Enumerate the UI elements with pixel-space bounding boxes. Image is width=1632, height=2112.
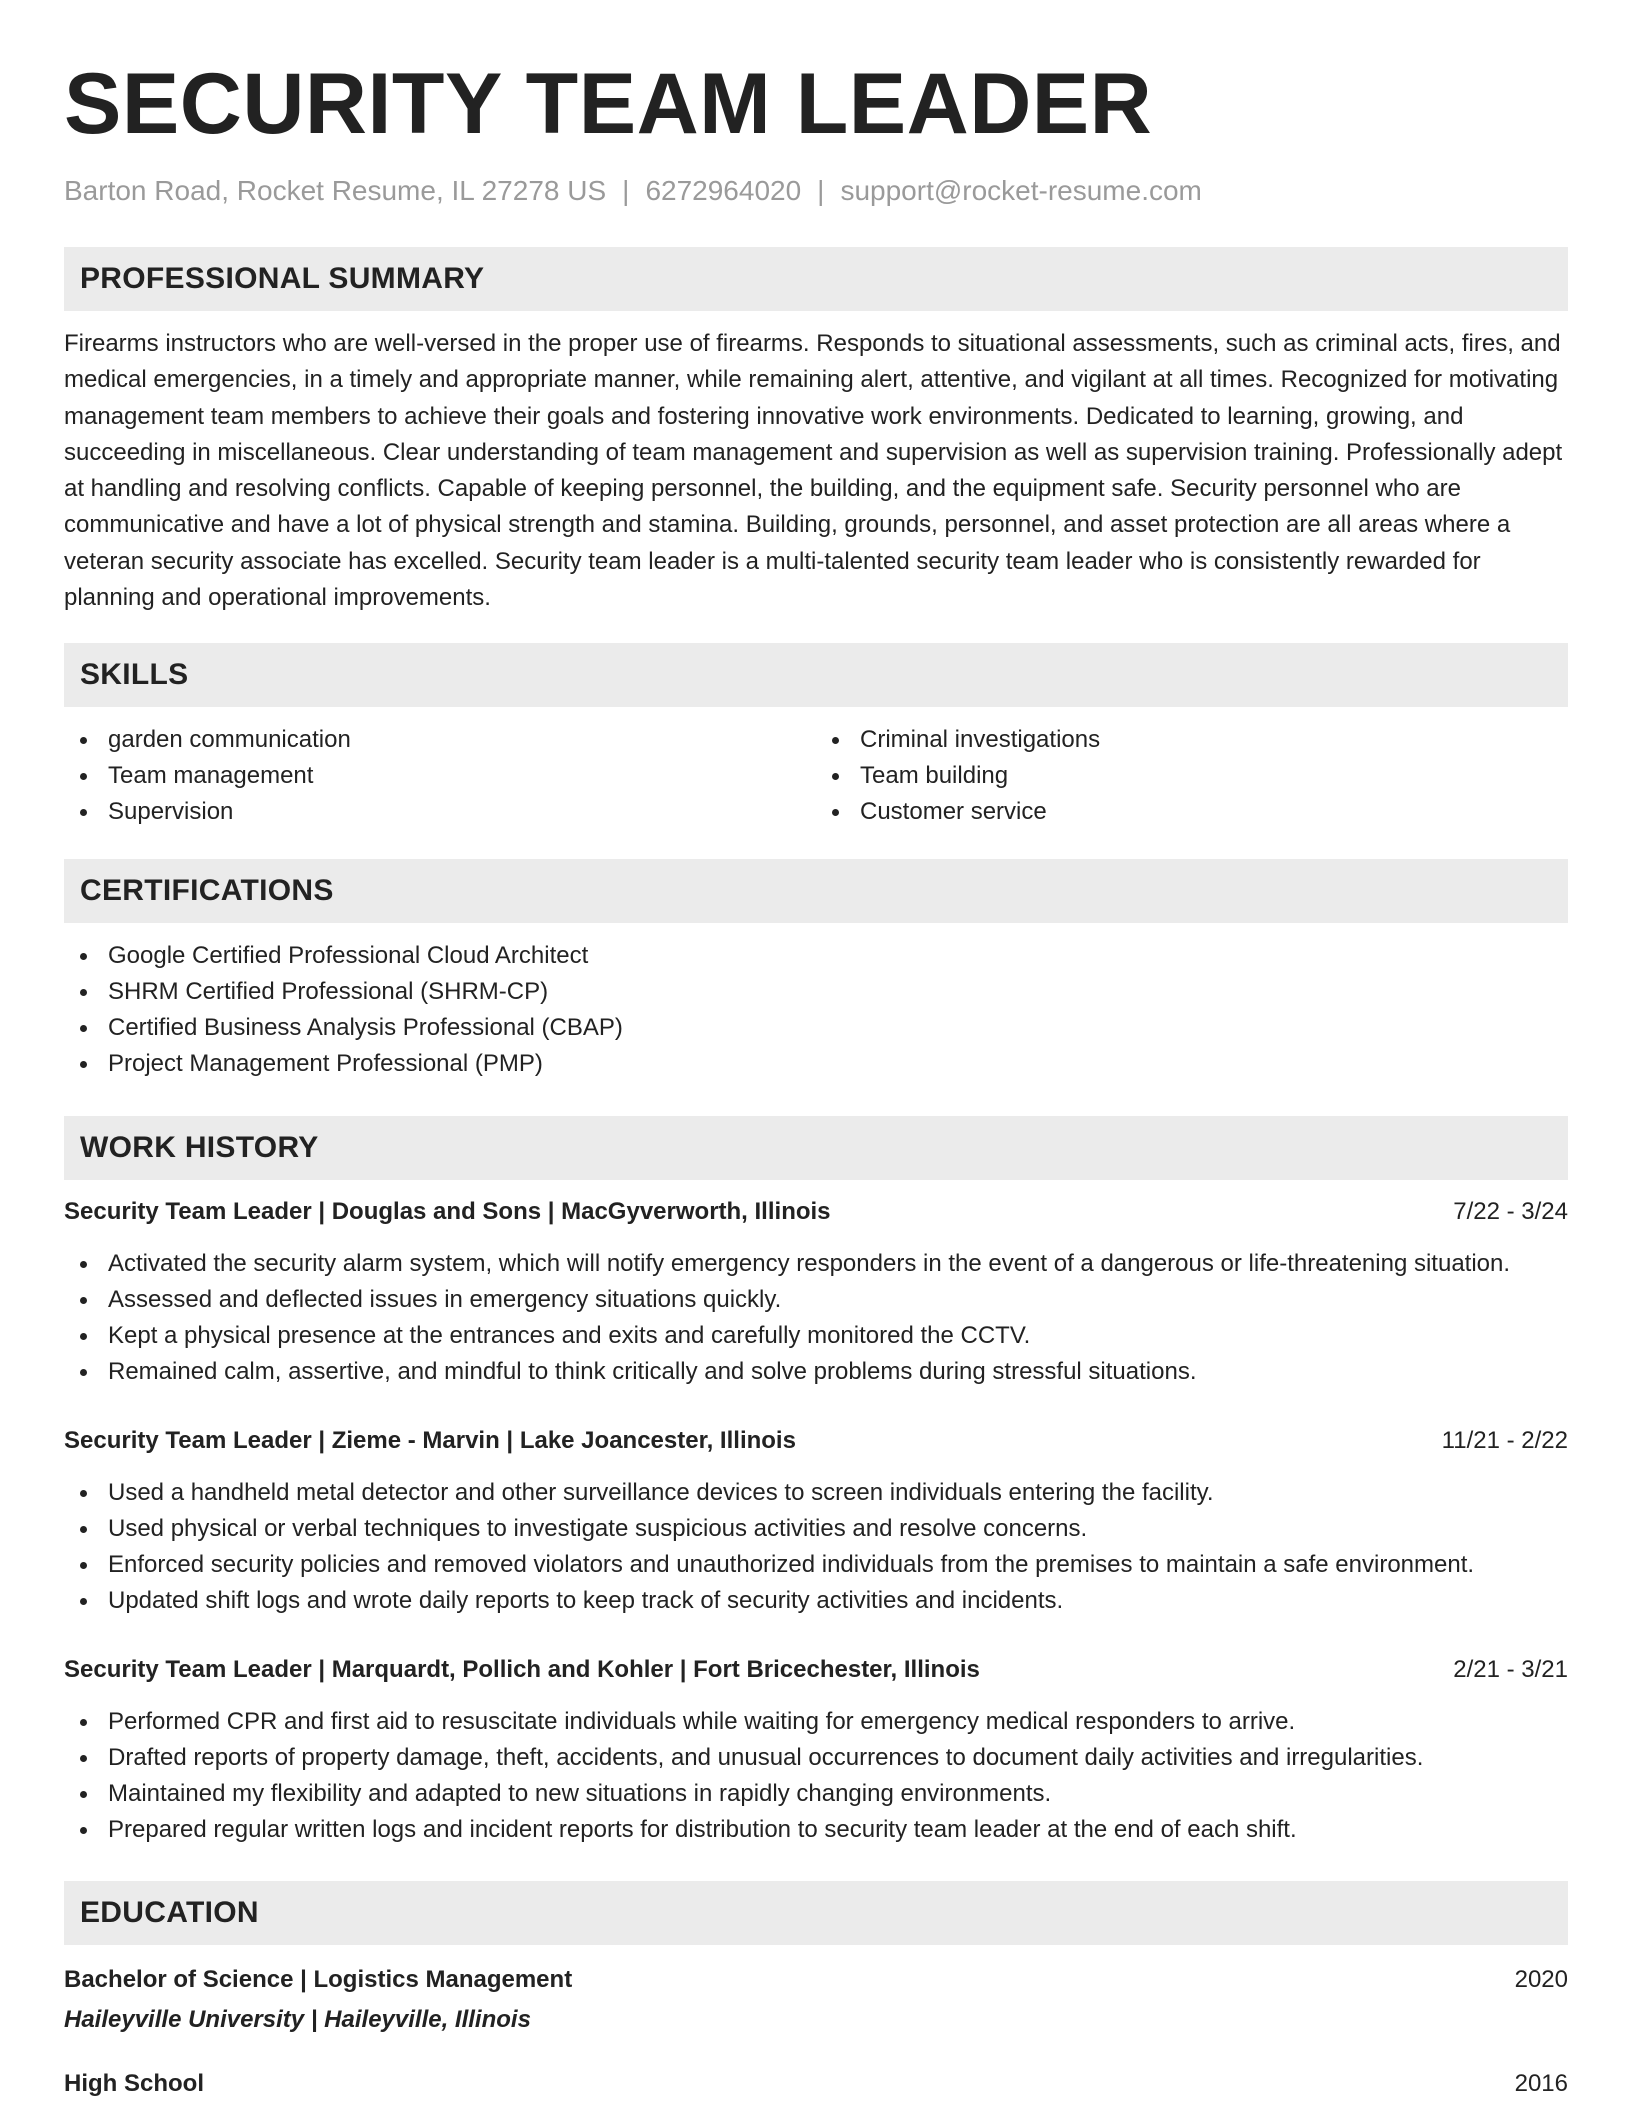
- education-header: [64, 1963, 1568, 1997]
- job-bullets: [64, 1475, 1568, 1619]
- skills-heading: SKILLS: [64, 643, 1568, 707]
- job-bullet: Prepared regular written logs and incident reports for distribution to security team leader at the end of each shift.: [64, 1812, 1568, 1848]
- job-bullets: [64, 1246, 1568, 1390]
- contact-separator: |: [622, 175, 630, 206]
- job-bullet: Assessed and deflected issues in emergency situations quickly.: [64, 1282, 1568, 1318]
- education-degree: High School: [64, 2070, 204, 2098]
- job-bullet: Enforced security policies and removed violators and unauthorized individuals from the premises to maintain a safe environment.: [64, 1547, 1568, 1583]
- job-title: Security Team Leader | Marquardt, Pollich and Kohler | Fort Bricechester, Illinois: [64, 1656, 980, 1684]
- job-bullet: Updated shift logs and wrote daily reports to keep track of security activities and incidents.: [64, 1583, 1568, 1619]
- job-bullet: Kept a physical presence at the entrances and exits and carefully monitored the CCTV.: [64, 1318, 1568, 1354]
- job-header: [64, 1424, 1568, 1458]
- education-header: [64, 2067, 1568, 2101]
- contact-address: Barton Road, Rocket Resume, IL 27278 US: [64, 175, 607, 206]
- skills-column-left: [64, 722, 816, 830]
- job-entry: [64, 1653, 1568, 1848]
- education-heading: EDUCATION: [64, 1881, 1568, 1945]
- job-bullet: Drafted reports of property damage, theft, accidents, and unusual occurrences to document daily activities and irregularities.: [64, 1740, 1568, 1776]
- job-bullets: [64, 1704, 1568, 1848]
- certification-item: SHRM Certified Professional (SHRM-CP): [64, 974, 1568, 1010]
- job-dates: 11/21 - 2/22: [1441, 1427, 1568, 1455]
- contact-email: support@rocket-resume.com: [840, 175, 1202, 206]
- job-dates: 2/21 - 3/21: [1453, 1656, 1568, 1684]
- contact-phone: 6272964020: [645, 175, 802, 206]
- job-title: Security Team Leader | Douglas and Sons | MacGyverworth, Illinois: [64, 1198, 831, 1226]
- education-entry: [64, 1963, 1568, 2037]
- page-title: SECURITY TEAM LEADER: [64, 56, 1153, 152]
- certification-item: Google Certified Professional Cloud Architect: [64, 938, 1568, 974]
- education-entry: [64, 2067, 1568, 2101]
- skill-item: garden communication: [64, 722, 816, 758]
- skill-item: Criminal investigations: [816, 722, 1568, 758]
- job-header: [64, 1195, 1568, 1229]
- job-bullet: Maintained my flexibility and adapted to new situations in rapidly changing environments.: [64, 1776, 1568, 1812]
- skill-item: Team management: [64, 758, 816, 794]
- job-header: [64, 1653, 1568, 1687]
- skill-item: Supervision: [64, 794, 816, 830]
- skills-list: [64, 722, 1568, 830]
- job-entry: [64, 1195, 1568, 1390]
- skill-item: Customer service: [816, 794, 1568, 830]
- job-bullet: Activated the security alarm system, which will notify emergency responders in the event of a dangerous or life-threatening situation.: [64, 1246, 1568, 1282]
- education-school: Haileyville University | Haileyville, Illinois: [64, 2006, 531, 2034]
- job-title: Security Team Leader | Zieme - Marvin | Lake Joancester, Illinois: [64, 1427, 796, 1455]
- certification-item: Certified Business Analysis Professional (CBAP): [64, 1010, 1568, 1046]
- job-bullet: Used a handheld metal detector and other surveillance devices to screen individuals entering the facility.: [64, 1475, 1568, 1511]
- certification-item: Project Management Professional (PMP): [64, 1046, 1568, 1082]
- education-year: 2020: [1514, 1966, 1568, 1994]
- job-dates: 7/22 - 3/24: [1453, 1198, 1568, 1226]
- job-bullet: Performed CPR and first aid to resuscitate individuals while waiting for emergency medical responders to arrive.: [64, 1704, 1568, 1740]
- certifications-heading: CERTIFICATIONS: [64, 859, 1568, 923]
- summary-heading: PROFESSIONAL SUMMARY: [64, 247, 1568, 311]
- summary-text: Firearms instructors who are well-versed in the proper use of firearms. Responds to situational assessments, such as criminal acts, fires, and medical emergencies, in a timely and appropriate manner, while remaining alert, attentive, and vigilant at all times. Recognized for motivating management team members to achieve their goals and fostering innovative work environments. Dedicated to learning, growing, and succeeding in miscellaneous. Clear understanding of team management and supervision as well as supervision training. Professionally adept at handling and resolving conflicts. Capable of keeping personnel, the building, and the equipment safe. Security personnel who are communicative and have a lot of physical strength and stamina. Building, grounds, personnel, and asset protection are all areas where a veteran security associate has excelled. Security team leader is a multi-talented security team leader who is consistently rewarded for planning and operational improvements.: [64, 330, 1563, 612]
- job-bullet: Remained calm, assertive, and mindful to think critically and solve problems during stressful situations.: [64, 1354, 1568, 1390]
- work-history-heading: WORK HISTORY: [64, 1116, 1568, 1180]
- skills-column-right: [816, 722, 1568, 830]
- contact-separator: |: [817, 175, 825, 206]
- job-bullet: Used physical or verbal techniques to investigate suspicious activities and resolve concerns.: [64, 1511, 1568, 1547]
- education-year: 2016: [1514, 2070, 1568, 2098]
- job-entry: [64, 1424, 1568, 1619]
- education-degree: Bachelor of Science | Logistics Management: [64, 1966, 573, 1994]
- certifications-list: [64, 938, 1568, 1082]
- skill-item: Team building: [816, 758, 1568, 794]
- contact-line: [64, 174, 1568, 208]
